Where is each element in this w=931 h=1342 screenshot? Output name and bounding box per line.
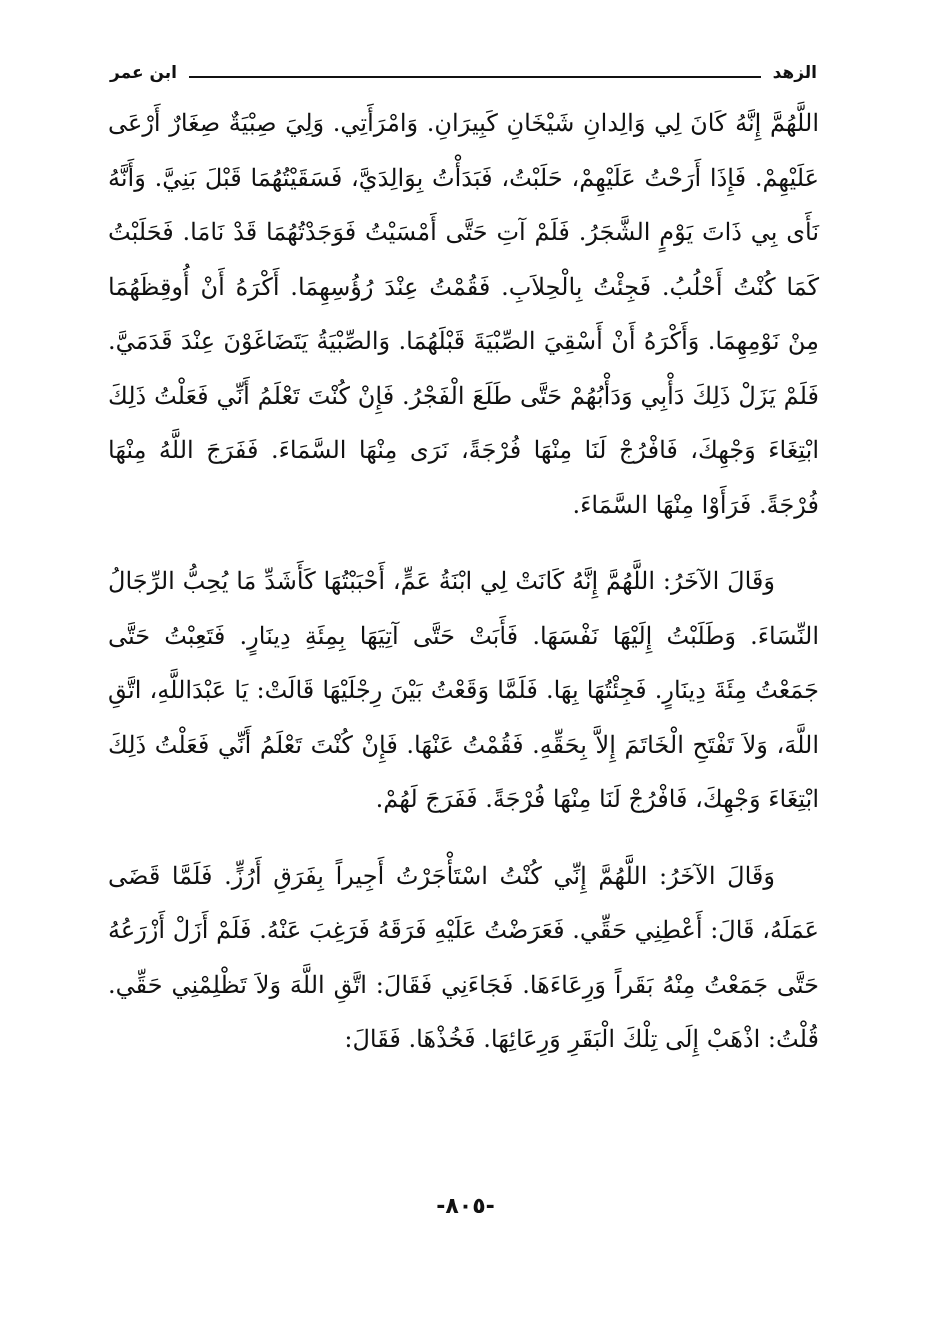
paragraph-3: وَقَالَ الآخَرُ: اللَّهُمَّ إِنِّي كُنْتُ اسْتَأْجَرْتُ أَجِيراً بِفَرَقِ أَرُزٍّ. فَلَمَّا قَضَى عَمَلَهُ، قَالَ: أَعْطِنِي حَقِّي. فَعَرَضْتُ عَلَيْهِ فَرَقَهُ فَرَغِبَ عَنْهُ. فَلَمْ أَزَلْ أَزْرَعُهُ حَتَّى جَمَعْتُ مِنْهُ بَقَراً وَرِعَاءَهَا. فَجَاءَنِي فَقَالَ: اتَّقِ اللَّهَ وَلاَ تَظْلِمْنِي حَقِّي. قُلْتُ: اذْهَبْ إِلَى تِلْكَ الْبَقَرِ وَرِعَائِهَا. فَخُذْهَا. فَقَالَ: xyxy=(108,861,819,1053)
paragraph-2: وَقَالَ الآخَرُ: اللَّهُمَّ إِنَّهُ كَانَتْ لِي ابْنَةُ عَمٍّ، أَحْبَبْتُهَا كَأَشَدِّ مَا يُحِبُّ الرِّجَالُ النِّسَاءَ. وَطَلَبْتُ إِلَيْهَا نَفْسَهَا. فَأَبَتْ حَتَّى آتِيَهَا بِمِئَةِ دِينَارٍ. فَتَعِبْتُ حَتَّى جَمَعْتُ مِئَةَ دِينَارٍ. فَجِئْتُهَا بِهَا. فَلَمَّا وَقَعْتُ بَيْنَ رِجْلَيْهَا قَالَتْ: يَا عَبْدَاللَّهِ، اتَّقِ اللَّهَ، وَلاَ تَفْتَحِ الْخَاتَمَ إِلاَّ بِحَقِّهِ. فَقُمْتُ عَنْهَا. فَإِنْ كُنْتَ تَعْلَمُ أَنِّي فَعَلْتُ ذَلِكَ ابْتِغَاءَ وَجْهِكَ، فَافْرُجْ لَنَا مِنْهَا فُرْجَةً. فَفَرَجَ لَهُمْ. xyxy=(108,567,819,813)
header-section-title: الزهد xyxy=(772,63,817,83)
header-rule xyxy=(189,76,761,78)
running-header xyxy=(110,58,817,88)
page-number: -٨٠٥- xyxy=(436,1194,495,1219)
paragraph-gap xyxy=(108,827,819,849)
paragraph-1: اللَّهُمَّ إِنَّهُ كَانَ لِي وَالِدانِ شَيْخَانِ كَبِيرَانِ. وَامْرَأَتِي. وَلِيَ صِبْيَةٌ صِغَارٌ أَرْعَى عَلَيْهِمْ. فَإِذَا أَرَحْتُ عَلَيْهِمْ، حَلَبْتُ، فَبَدَأْتُ بِوَالِدَيَّ، فَسَقَيْتُهُمَا قَبْلَ بَنِيَّ. وَأَنَّهُ نَأَى بِي ذَاتَ يَوْمٍ الشَّجَرُ. فَلَمْ آتِ حَتَّى أَمْسَيْتُ فَوَجَدْتُهُمَا قَدْ نَامَا. فَحَلَبْتُ كَمَا كُنْتُ أَحْلُبُ. فَجِئْتُ بِالْحِلاَبِ. فَقُمْتُ عِنْدَ رُؤُسِهِمَا. أَكْرَهُ أَنْ أُوقِظَهُمَا مِنْ نَوْمِهِمَا. وَأَكْرَهُ أَنْ أَسْقِيَ الصِّبْيَةَ قَبْلَهُمَا. وَالصِّبْيَةُ يَتَضَاغَوْنَ عِنْدَ قَدَمَيَّ. فَلَمْ يَزَلْ ذَلِكَ دَأْبِي وَدَأْبُهُمْ حَتَّى طَلَعَ الْفَجْرُ. فَإِنْ كُنْتَ تَعْلَمُ أَنِّي فَعَلْتُ ذَلِكَ ابْتِغَاءَ وَجْهِكَ، فَافْرُجْ لَنَا مِنْهَا فُرْجَةً، نَرَى مِنْهَا السَّمَاءَ. فَفَرَجَ اللَّهُ مِنْهَا فُرْجَةً. فَرَأَوْا مِنْهَا السَّمَاءَ. xyxy=(108,109,819,519)
header-author-title: ابن عمر xyxy=(110,63,178,83)
paragraph-gap xyxy=(108,532,819,554)
page-body xyxy=(108,96,819,1067)
